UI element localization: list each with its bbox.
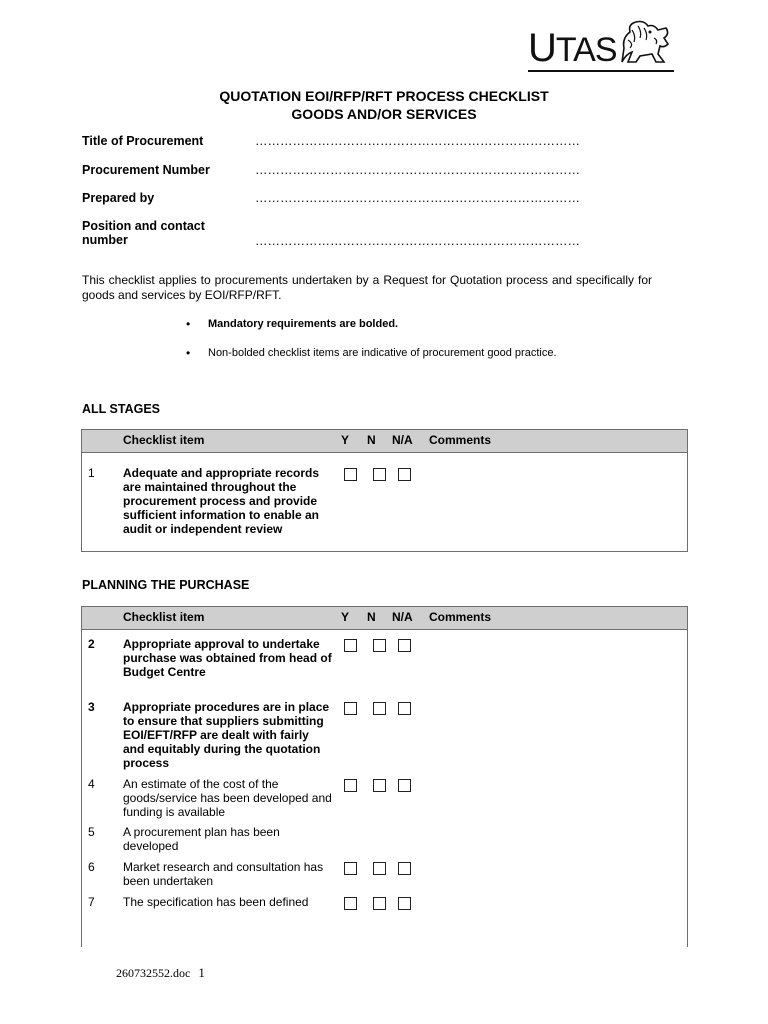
checkbox-yes[interactable]	[344, 862, 357, 875]
row-number: 5	[88, 825, 95, 839]
row-item-text: Appropriate approval to undertake purchase was obtained from head of Budget Centre	[123, 637, 332, 679]
checkbox-yes[interactable]	[344, 702, 357, 715]
checkbox-na[interactable]	[398, 862, 411, 875]
document-title: QUOTATION EOI/RFP/RFT PROCESS CHECKLIST	[219, 88, 549, 104]
col-yes: Y	[341, 433, 350, 447]
row-number: 3	[88, 700, 95, 714]
table-header	[82, 607, 687, 630]
section-heading-planning: PLANNING THE PURCHASE	[82, 578, 250, 592]
checkbox-no[interactable]	[373, 897, 386, 910]
intro-paragraph: This checklist applies to procurements undertaken by a Request for Quotation process and specifically for goods and services by EOI/RFP/RFT.	[82, 273, 652, 302]
document-subtitle: GOODS AND/OR SERVICES	[291, 106, 477, 122]
page-number: 1	[198, 965, 205, 980]
checklist-table-planning	[81, 606, 688, 947]
checkbox-na[interactable]	[398, 468, 411, 481]
row-item-text: An estimate of the cost of the goods/service has been developed and funding is available	[123, 777, 332, 819]
field-label-position: Position and contact number	[82, 219, 205, 247]
row-item-text: Market research and consultation has been undertaken	[123, 860, 324, 888]
col-checklist-item: Checklist item	[123, 610, 205, 624]
col-comments: Comments	[429, 610, 492, 624]
row-item-text: Appropriate procedures are in place to ensure that suppliers submitting EOI/EFT/RFP are dealt with fairly and equitably during the quotation process	[123, 700, 330, 770]
col-no: N	[367, 433, 376, 447]
checkbox-yes[interactable]	[344, 779, 357, 792]
col-na: N/A	[392, 610, 413, 624]
utas-logo	[528, 18, 674, 72]
bullet-icon: •	[186, 317, 191, 331]
checkbox-yes[interactable]	[344, 897, 357, 910]
row-number: 6	[88, 860, 95, 874]
footer-filename: 260732552.doc	[116, 966, 191, 980]
checkbox-no[interactable]	[373, 702, 386, 715]
field-input-number[interactable]: ……………………………………………………………………	[255, 163, 580, 177]
checkbox-no[interactable]	[373, 779, 386, 792]
row-item-text: Adequate and appropriate records are maintained throughout the procurement process and provide sufficient information to enable an audit or independent review	[123, 466, 320, 536]
row-item-text: A procurement plan has been developed	[123, 825, 280, 853]
checkbox-yes[interactable]	[344, 468, 357, 481]
checkbox-na[interactable]	[398, 897, 411, 910]
checkbox-yes[interactable]	[344, 639, 357, 652]
lion-crest-icon	[614, 18, 674, 68]
row-number: 7	[88, 895, 95, 909]
row-item-text: The specification has been defined	[123, 895, 309, 909]
logo-wordmark: UTAS	[528, 26, 617, 70]
page-footer	[116, 965, 205, 981]
field-label-prepared: Prepared by	[82, 191, 155, 205]
checkbox-no[interactable]	[373, 862, 386, 875]
checkbox-na[interactable]	[398, 702, 411, 715]
col-yes: Y	[341, 610, 350, 624]
col-checklist-item: Checklist item	[123, 433, 205, 447]
checkbox-na[interactable]	[398, 779, 411, 792]
field-label-title: Title of Procurement	[82, 134, 204, 148]
col-comments: Comments	[429, 433, 492, 447]
field-label-number: Procurement Number	[82, 163, 210, 177]
section-heading-all-stages: ALL STAGES	[82, 402, 161, 416]
bullet-text: Non-bolded checklist items are indicative of procurement good practice.	[208, 347, 557, 359]
checkbox-na[interactable]	[398, 639, 411, 652]
row-number: 1	[88, 466, 95, 480]
logo-underline	[528, 70, 674, 72]
table-header	[82, 430, 687, 453]
col-na: N/A	[392, 433, 413, 447]
row-number: 4	[88, 777, 95, 791]
checkbox-no[interactable]	[373, 639, 386, 652]
field-input-title[interactable]: ……………………………………………………………………	[255, 134, 580, 148]
field-input-position[interactable]: ……………………………………………………………………	[255, 234, 580, 248]
bullet-text: Mandatory requirements are bolded.	[208, 318, 399, 330]
row-number: 2	[88, 637, 95, 651]
checklist-table-all-stages	[81, 429, 688, 552]
bullet-icon: •	[186, 346, 191, 360]
field-input-prepared[interactable]: ……………………………………………………………………	[255, 191, 580, 205]
checkbox-no[interactable]	[373, 468, 386, 481]
col-no: N	[367, 610, 376, 624]
